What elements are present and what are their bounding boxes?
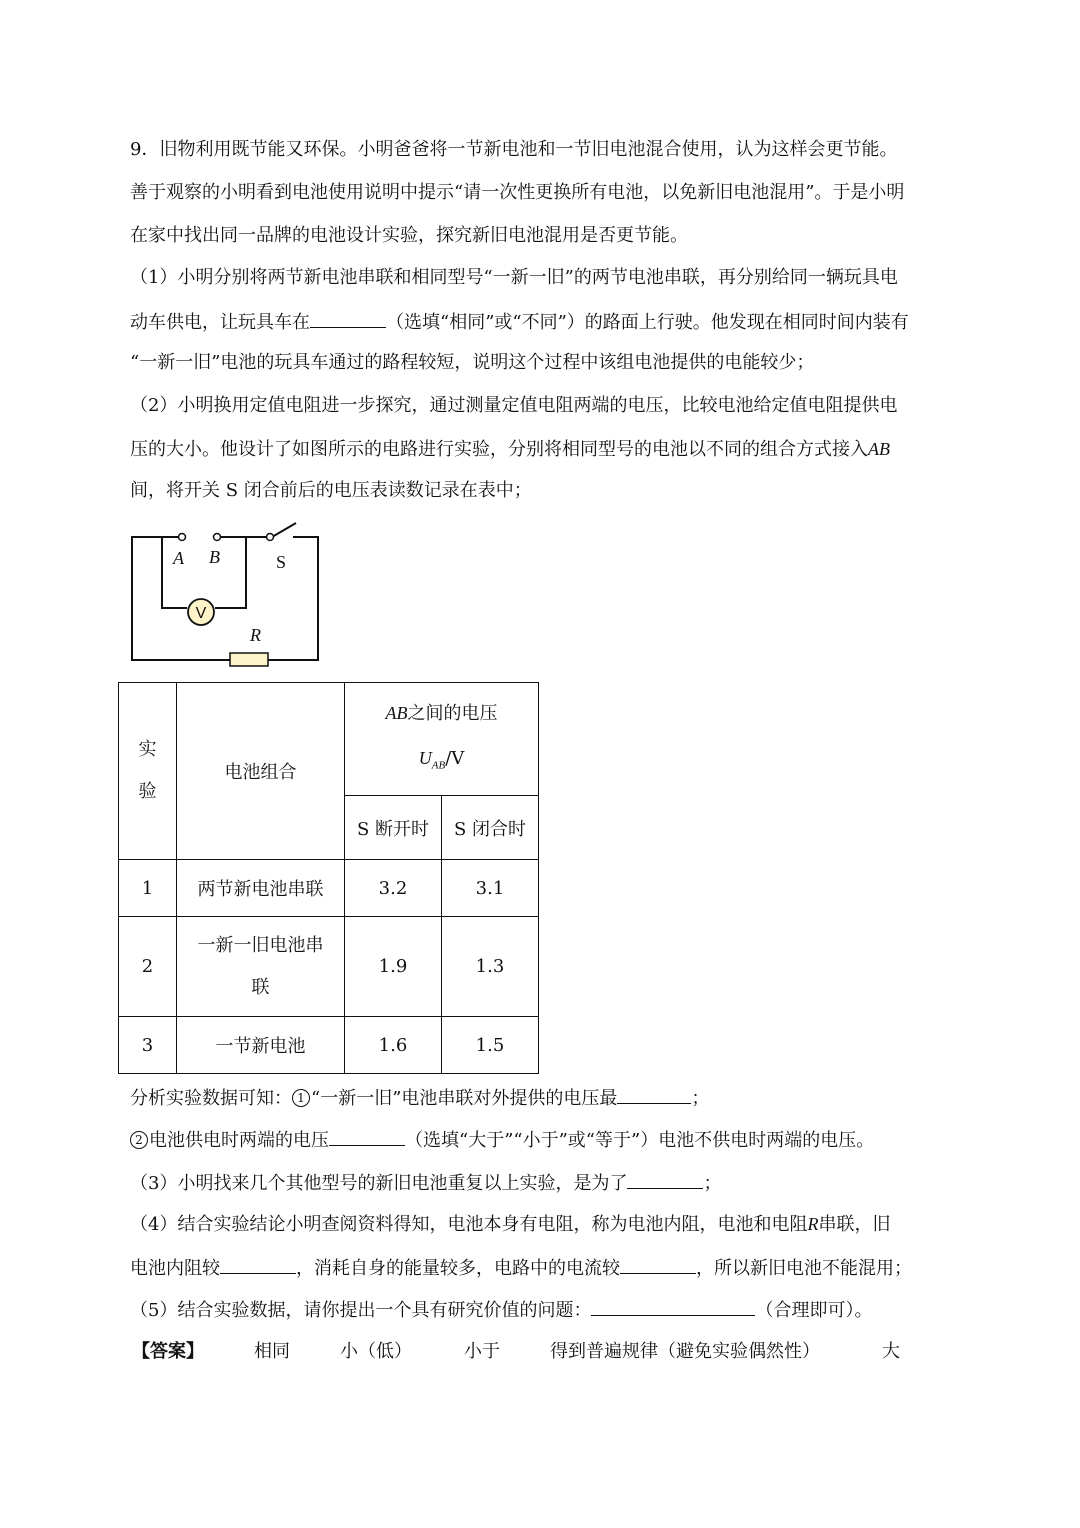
answer-item-3: 小于 — [464, 1341, 500, 1362]
question-intro-line-2: 善于观察的小明看到电池使用说明中提示“请一次性更换所有电池，以免新旧电池混用”。于是小明 — [130, 182, 905, 203]
part4-line-2: 电池内阻较 ，消耗自身的能量较多，电路中的电流较 ，所以新旧电池不能混用； — [130, 1255, 960, 1281]
label-s: S — [276, 552, 287, 572]
part1-line-3: “一新一旧”电池的玩具车通过的路程较短，说明这个过程中该组电池提供的电能较少； — [130, 352, 815, 373]
table-cell-no: 3 — [119, 1017, 177, 1074]
part2-line-2-text: 压的大小。他设计了如图所示的电路进行实验，分别将相同型号的电池以不同的组合方式接入 — [130, 439, 868, 460]
answer-label: 【答案】 — [132, 1341, 204, 1362]
analysis-line-1: 分析实验数据可知： 1 “一新一旧”电池串联对外提供的电压最 ； — [130, 1085, 960, 1111]
analysis-point-2a: 电池供电时两端的电压 — [149, 1130, 329, 1151]
part1-line-2 — [130, 309, 960, 335]
analysis-intro: 分析实验数据可知： — [130, 1088, 292, 1109]
analysis-line-2 — [130, 1127, 960, 1153]
answer-blank-6[interactable] — [620, 1255, 696, 1274]
answer-blank-2[interactable] — [617, 1085, 691, 1104]
label-r-inline: R — [807, 1214, 819, 1234]
label-r: R — [250, 625, 261, 645]
header-experiment: 实 验 — [119, 683, 177, 860]
table-cell-closed: 3.1 — [442, 860, 539, 917]
answer-item-2: 小（低） — [340, 1341, 412, 1362]
circle-number-1: 1 — [292, 1089, 310, 1107]
part1-line-2-text-b: （选填“相同”或“不同”）的路面上行驶。他发现在相同时间内装有 — [386, 312, 909, 333]
table-cell-open: 1.6 — [345, 1017, 442, 1074]
table-cell-no: 1 — [119, 860, 177, 917]
part5-line: （5）结合实验数据，请你提出一个具有研究价值的问题： （合理即可）。 — [130, 1297, 960, 1323]
table-cell-open: 3.2 — [345, 860, 442, 917]
table-cell-combo: 一节新电池 — [177, 1017, 345, 1074]
answer-blank-3[interactable] — [329, 1127, 405, 1146]
label-a: A — [173, 548, 184, 568]
table-row — [119, 1017, 539, 1074]
part1-line-1: （1）小明分别将两节新电池串联和相同型号“一新一旧”的两节电池串联，再分别给同一辆玩具电 — [130, 267, 898, 288]
question-intro-line-3: 在家中找出同一品牌的电池设计实验，探究新旧电池混用是否更节能。 — [130, 225, 688, 246]
terminal-a-icon — [179, 534, 186, 541]
answer-item-1: 相同 — [254, 1341, 290, 1362]
part1-line-2-text-a: 动车供电，让玩具车在 — [130, 312, 310, 333]
terminal-b-icon — [214, 534, 221, 541]
part4-line-1: （4）结合实验结论小明查阅资料得知，电池本身有电阻，称为电池内阻，电池和电阻R串联，旧 — [130, 1214, 891, 1235]
question-intro-line-1: 9．旧物利用既节能又环保。小明爸爸将一节新电池和一节旧电池混合使用，认为这样会更节能。 — [130, 139, 898, 160]
answer-item-5: 大 — [882, 1341, 900, 1362]
circle-number-2: 2 — [130, 1131, 148, 1149]
part3-line: （3）小明找来几个其他型号的新旧电池重复以上实验，是为了 ； — [130, 1170, 960, 1196]
header-s-open: S 断开时 — [345, 796, 442, 860]
resistor-icon — [230, 653, 268, 666]
header-voltage: AB之间的电压 $U_{AB}/V$ — [345, 683, 539, 796]
table-row — [119, 917, 539, 1017]
answer-blank-5[interactable] — [220, 1255, 296, 1274]
analysis-point-2b: （选填“大于”“小于”或“等于”）电池不供电时两端的电压。 — [405, 1130, 875, 1151]
analysis-point-1: “一新一旧”电池串联对外提供的电压最 — [311, 1088, 618, 1109]
part2-line-3: 间，将开关 S 闭合前后的电压表读数记录在表中； — [130, 480, 532, 501]
table-cell-no: 2 — [119, 917, 177, 1017]
table-cell-open: 1.9 — [345, 917, 442, 1017]
switch-blade — [272, 523, 296, 537]
header-s-closed: S 闭合时 — [442, 796, 539, 860]
table-cell-closed: 1.5 — [442, 1017, 539, 1074]
answer-blank-4[interactable] — [627, 1170, 703, 1189]
table-cell-combo: 两节新电池串联 — [177, 860, 345, 917]
answer-blank-1[interactable] — [310, 309, 386, 328]
circuit-diagram — [120, 520, 340, 670]
label-b: B — [209, 547, 220, 567]
part2-line-2 — [130, 437, 960, 462]
label-ab: AB — [868, 439, 890, 459]
voltmeter-label: V — [195, 605, 207, 622]
switch-terminal-icon — [267, 534, 274, 541]
table-cell-combo: 一新一旧电池串 联 — [177, 917, 345, 1017]
data-table — [118, 682, 539, 1074]
table-cell-closed: 1.3 — [442, 917, 539, 1017]
part2-line-1: （2）小明换用定值电阻进一步探究，通过测量定值电阻两端的电压，比较电池给定值电阻提供电 — [130, 395, 898, 416]
header-battery-combo: 电池组合 — [177, 683, 345, 860]
answer-item-4: 得到普遍规律（避免实验偶然性） — [550, 1341, 820, 1362]
table-row — [119, 860, 539, 917]
answer-blank-7[interactable] — [591, 1297, 755, 1316]
